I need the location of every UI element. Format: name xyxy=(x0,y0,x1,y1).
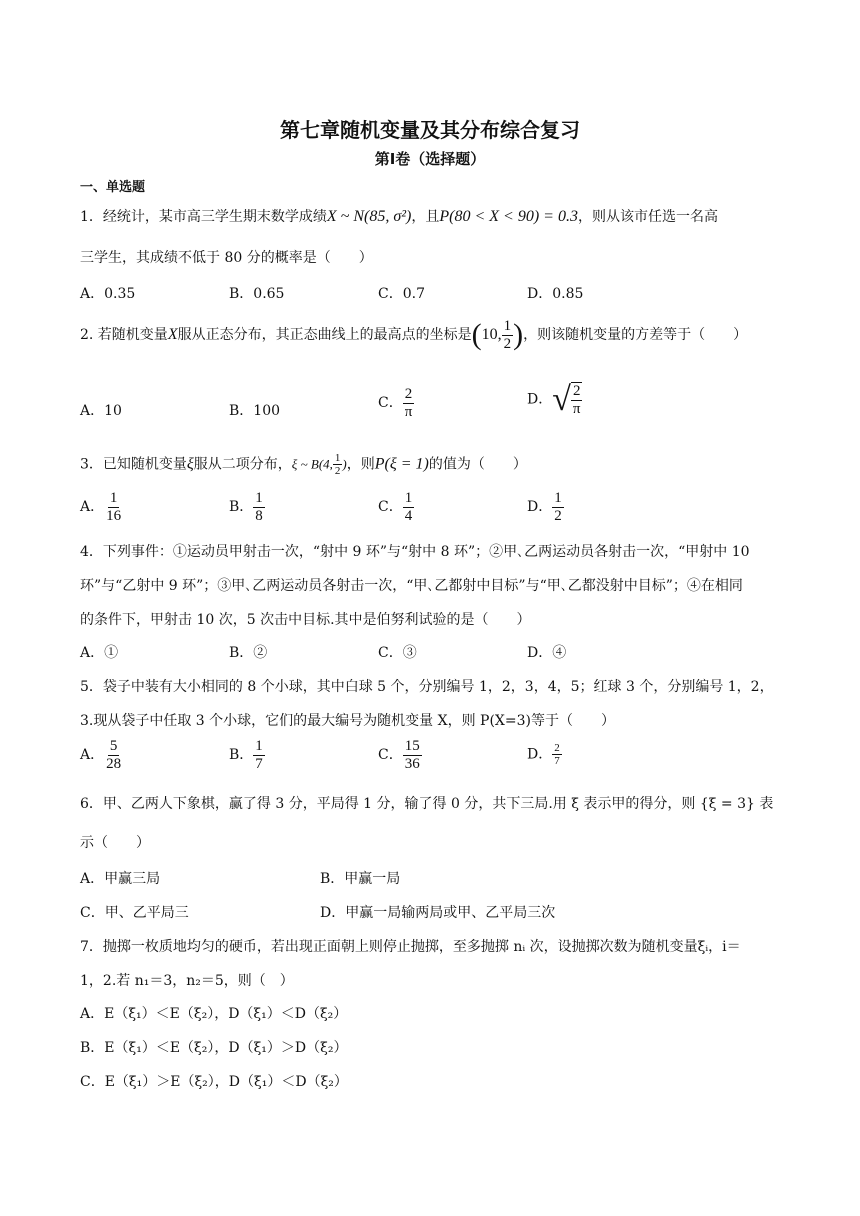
q3-option-b xyxy=(229,490,265,524)
frac-num: 1 xyxy=(404,490,413,506)
q1-text-b: ，且 xyxy=(411,209,440,225)
frac-den: 36 xyxy=(404,755,420,772)
q2-option-b: B．100 xyxy=(229,403,281,419)
page-subtitle: 第Ⅰ卷（选择题） xyxy=(374,150,486,168)
q4-option-b: B．② xyxy=(229,645,268,661)
q1-math-distribution: X ~ N(85, σ²) xyxy=(326,208,412,225)
q3-dist-frac xyxy=(333,452,343,477)
frac-num: 1 xyxy=(255,738,263,754)
q1-math-probability: P(80 < X < 90) = 0.3 xyxy=(439,208,578,225)
q3-xi: ξ xyxy=(186,455,194,473)
question-7-line-1: 7．抛掷一枚质地均匀的硬币，若出现正面朝上则停止抛掷，至多抛掷 nᵢ 次，设抛掷次数为随机变量ξᵢ，i＝ xyxy=(80,939,741,955)
q2-option-d-sqrt xyxy=(552,382,582,417)
q3-dist-den: 2 xyxy=(334,465,341,478)
q2-option-c-frac xyxy=(403,386,415,420)
q7-option-b: B．E（ξ₁）＜E（ξ₂），D（ξ₁）＞D（ξ₂） xyxy=(80,1040,348,1056)
q3-option-b-frac xyxy=(253,490,265,524)
q6-option-b: B．甲赢一局 xyxy=(320,871,401,887)
q2-option-c-num: 2 xyxy=(404,386,413,402)
q3-option-c xyxy=(378,490,414,524)
q5-option-c-label: C． xyxy=(378,747,403,763)
q4-option-d: D．④ xyxy=(527,645,567,661)
q1-text-c: ，则从该市任选一名高 xyxy=(577,209,718,225)
q4-option-a: A．① xyxy=(80,645,119,661)
frac-den: 16 xyxy=(106,507,122,524)
q2-text-a: 2. 若随机变量 xyxy=(80,327,168,343)
question-4-line-3: 的条件下，甲射击 10 次，5 次击中目标.其中是伯努利试验的是（ ） xyxy=(80,612,531,628)
question-3-line xyxy=(80,452,527,477)
q2-option-d-label: D． xyxy=(527,391,553,408)
q3-option-a xyxy=(80,490,123,524)
q2-option-d xyxy=(527,382,582,417)
frac-num: 5 xyxy=(109,738,118,754)
q2-option-d-frac xyxy=(571,383,583,417)
page-title: 第七章随机变量及其分布综合复习 xyxy=(280,118,580,142)
frac-den: 28 xyxy=(106,755,122,772)
q5-option-d xyxy=(527,742,562,767)
frac-den: 2 xyxy=(554,507,562,524)
q5-option-a xyxy=(80,738,123,772)
sqrt-icon: √ xyxy=(552,380,571,418)
frac-num: 2 xyxy=(554,742,560,754)
question-1-line-2: 三学生，其成绩不低于 80 分的概率是（ ） xyxy=(80,250,373,266)
q3-text-a: 3．已知随机变量 xyxy=(80,456,187,473)
q2-text-b: 服从正态分布，其正态曲线上的最高点的坐标是 xyxy=(177,327,472,343)
q3-option-d-frac xyxy=(552,490,564,524)
q1-option-d: D．0.85 xyxy=(527,286,584,302)
q6-option-a: A．甲赢三局 xyxy=(80,871,161,887)
frac-num: 15 xyxy=(404,738,420,754)
question-2-line xyxy=(80,318,747,352)
q5-option-b xyxy=(229,738,265,772)
q3-option-c-label: C． xyxy=(378,499,403,515)
q2-text-c: ，则该随机变量的方差等于（ ） xyxy=(523,327,748,343)
frac-num: 1 xyxy=(109,490,118,506)
q5-option-a-label: A． xyxy=(80,747,105,763)
q7-option-c: C．E（ξ₁）＞E（ξ₂），D（ξ₁）＜D（ξ₂） xyxy=(80,1074,348,1090)
q2-point-den: 2 xyxy=(503,335,512,352)
q2-option-c xyxy=(378,386,414,420)
q3-dist-num: 1 xyxy=(334,452,341,464)
q2-option-a: A．10 xyxy=(80,403,122,419)
q4-option-c: C．③ xyxy=(378,645,417,661)
question-5-line-2: 3.现从袋子中任取 3 个小球，它们的最大编号为随机变量 X，则 P(X=3)等于（ ） xyxy=(80,713,615,729)
question-6-line-1: 6．甲、乙两人下象棋，赢了得 3 分，平局得 1 分，输了得 0 分，共下三局.用 ξ 表示甲的得分，则 {ξ = 3} 表 xyxy=(80,796,774,812)
frac-num: 1 xyxy=(554,490,562,506)
question-5-line-1: 5．袋子中装有大小相同的 8 个小球，其中白球 5 个，分别编号 1，2，3，4，5；红球 3 个，分别编号 1，2， xyxy=(80,679,774,695)
q3-dist-close: ) xyxy=(342,456,347,472)
q2-var: X xyxy=(167,326,178,343)
frac-num: 1 xyxy=(255,490,263,506)
q5-option-b-frac xyxy=(253,738,265,772)
q2-point-num: 1 xyxy=(503,318,512,334)
question-4-line-1: 4．下列事件：①运动员甲射击一次，“射中 9 环”与“射中 8 环”；②甲､乙两运动员各射击一次，“甲射中 10 xyxy=(80,544,750,560)
frac-den: 7 xyxy=(554,755,560,768)
q2-paren-open: ( xyxy=(471,318,482,351)
q2-option-c-label: C． xyxy=(378,395,403,411)
q3-dist: ξ ~ B(4, xyxy=(291,456,333,472)
q1-text-a: 1．经统计，某市高三学生期末数学成绩 xyxy=(80,209,327,225)
q3-option-a-frac xyxy=(104,490,123,524)
q7-option-a: A．E（ξ₁）＜E（ξ₂），D（ξ₁）＜D（ξ₂） xyxy=(80,1006,348,1022)
q5-option-c xyxy=(378,738,422,772)
q3-text-d: 的值为（ ） xyxy=(428,456,527,473)
q3-text-c: ，则 xyxy=(346,456,375,473)
q3-option-d-label: D． xyxy=(527,499,553,515)
q5-option-a-frac xyxy=(104,738,123,772)
q3-option-a-label: A． xyxy=(80,499,105,515)
q2-point-x: 10, xyxy=(481,326,502,343)
q5-option-d-label: D． xyxy=(527,746,553,763)
q3-prob: P(ξ = 1) xyxy=(374,455,429,473)
q3-text-b: 服从二项分布， xyxy=(193,456,292,473)
q3-option-c-frac xyxy=(403,490,415,524)
q6-option-c: C．甲、乙平局三 xyxy=(80,905,189,921)
q3-option-b-label: B． xyxy=(229,499,254,515)
q2-option-d-num: 2 xyxy=(572,383,581,399)
q3-option-d xyxy=(527,490,564,524)
q1-option-b: B．0.65 xyxy=(229,286,285,302)
question-6-line-2: 示（ ） xyxy=(80,835,150,851)
q2-point-frac xyxy=(502,318,514,352)
frac-den: 8 xyxy=(255,507,263,524)
question-4-line-2: 环”与“乙射中 9 环”；③甲､乙两运动员各射击一次，“甲､乙都射中目标”与“甲､乙都没射中目标”；④在相同 xyxy=(80,578,743,594)
frac-den: 7 xyxy=(255,755,263,772)
q6-option-d: D．甲赢一局输两局或甲、乙平局三次 xyxy=(320,905,556,921)
question-7-line-2: 1，2.若 n₁＝3，n₂＝5，则（ ） xyxy=(80,973,294,989)
frac-den: 4 xyxy=(404,507,413,524)
q2-option-d-den: π xyxy=(572,400,581,417)
section-heading: 一、单选题 xyxy=(80,180,146,195)
q1-option-a: A．0.35 xyxy=(80,286,136,302)
question-1-line-1 xyxy=(80,206,718,226)
q5-option-c-frac xyxy=(403,738,422,772)
q2-paren-close: ) xyxy=(513,318,524,351)
q5-option-b-label: B． xyxy=(229,747,254,763)
q2-option-c-den: π xyxy=(404,403,413,420)
q5-option-d-frac xyxy=(552,742,562,767)
q1-option-c: C．0.7 xyxy=(378,286,425,302)
